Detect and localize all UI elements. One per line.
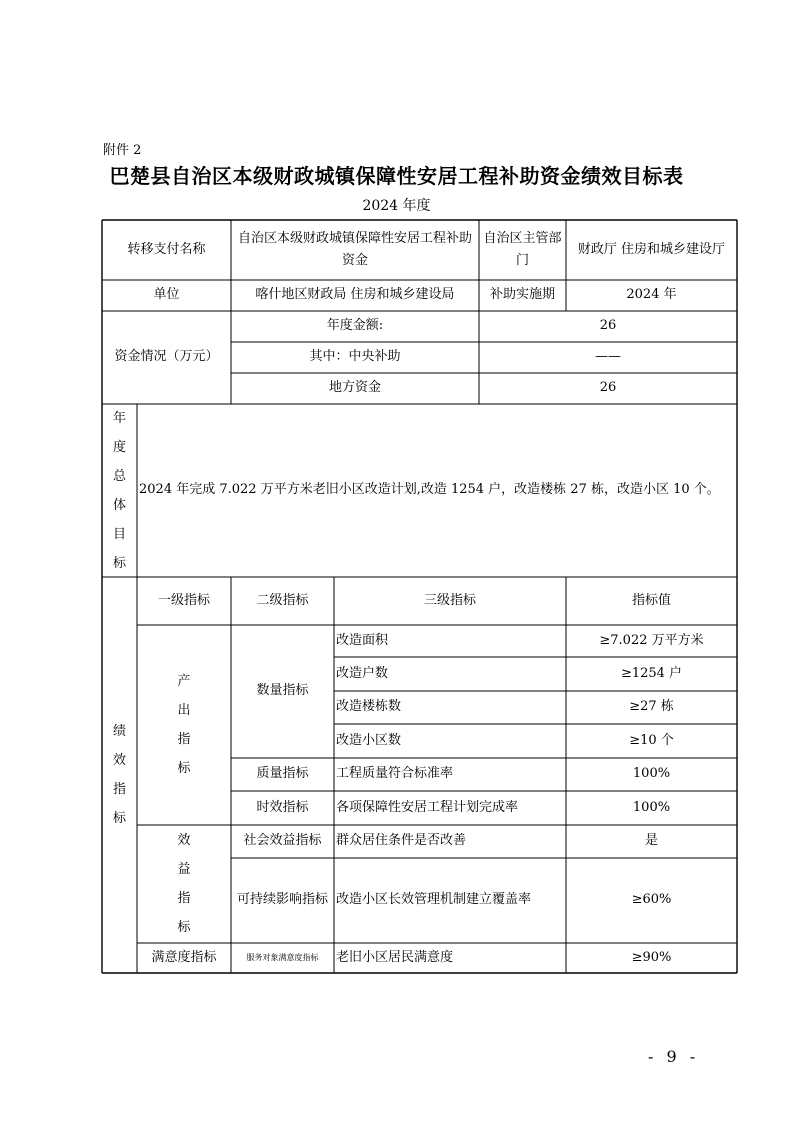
timeliness-indicator-label: 时效指标 xyxy=(256,799,309,815)
unit-label: 单位 xyxy=(153,287,180,303)
indicator-value: ≥90% xyxy=(631,949,672,965)
satisfaction-indicator-label: 满意度指标 xyxy=(151,949,217,965)
transfer-name-label: 转移支付名称 xyxy=(127,241,206,257)
local-funds-value: 26 xyxy=(599,380,617,396)
goal-label xyxy=(102,404,137,577)
page-title: 巴楚县自治区本级财政城镇保障性安居工程补助资金绩效目标表 xyxy=(109,164,684,188)
period-label: 补助实施期 xyxy=(489,287,555,303)
col-level1-header: 一级指标 xyxy=(157,592,210,608)
unit-value: 喀什地区财政局 住房和城乡建设局 xyxy=(255,287,455,303)
local-funds-label: 地方资金 xyxy=(328,380,381,396)
social-benefit-label: 社会效益指标 xyxy=(243,833,322,849)
indicator-value: ≥27 栋 xyxy=(629,699,674,715)
goal-text: 2024 年完成 7.022 万平方米老旧小区改造计划,改造 1254 户，改造楼栋 27 栋，改造小区 10 个。 xyxy=(139,482,720,498)
output-indicator-label xyxy=(137,625,231,825)
indicator-name: 老旧小区居民满意度 xyxy=(336,949,454,965)
perf-label-text: 绩效指标 xyxy=(112,724,126,826)
col-level3-header: 三级指标 xyxy=(423,592,476,608)
indicator-value: 100% xyxy=(632,766,671,782)
sustainability-label: 可持续影响指标 xyxy=(236,892,328,908)
indicator-name: 群众居住条件是否改善 xyxy=(336,833,467,849)
indicator-name: 改造小区长效管理机制建立覆盖率 xyxy=(336,892,532,908)
goal-label-text: 年度总体目标 xyxy=(112,410,126,571)
indicator-name: 工程质量符合标准率 xyxy=(336,766,454,782)
annual-amount-value: 26 xyxy=(599,318,617,334)
indicator-value: ≥7.022 万平方米 xyxy=(599,632,704,648)
year-subtitle: 2024 年度 xyxy=(362,198,431,214)
output-indicator-text: 产出指标 xyxy=(177,674,191,776)
benefit-indicator-label xyxy=(137,825,231,943)
page-number: - 9 - xyxy=(648,1047,700,1066)
indicator-value: 是 xyxy=(644,833,658,849)
indicator-value: 100% xyxy=(632,799,671,815)
indicator-name: 改造楼栋数 xyxy=(336,699,402,715)
department-value: 财政厅 住房和城乡建设厅 xyxy=(577,241,726,257)
quality-indicator-label: 质量指标 xyxy=(256,766,309,782)
indicator-value: ≥1254 户 xyxy=(620,665,683,681)
benefit-indicator-text: 效益指标 xyxy=(177,833,191,935)
department-label: 自治区主管部门 xyxy=(483,230,562,268)
indicator-name: 改造户数 xyxy=(336,665,389,681)
quantity-indicator-label: 数量指标 xyxy=(256,683,309,699)
indicator-name: 各项保障性安居工程计划完成率 xyxy=(336,799,519,815)
annex-label: 附件 2 xyxy=(103,143,142,158)
annual-amount-label: 年度金额: xyxy=(326,318,384,334)
service-satisfaction-label: 服务对象满意度指标 xyxy=(246,953,319,963)
indicator-value: ≥10 个 xyxy=(629,732,674,748)
indicator-name: 改造面积 xyxy=(336,632,389,648)
period-value: 2024 年 xyxy=(626,287,677,303)
central-subsidy-value: —— xyxy=(595,349,621,365)
indicator-value: ≥60% xyxy=(631,892,672,908)
perf-label xyxy=(102,577,137,973)
col-level2-header: 二级指标 xyxy=(256,592,309,608)
funds-label: 资金情况（万元） xyxy=(114,349,219,365)
central-subsidy-label: 其中：中央补助 xyxy=(309,349,401,365)
transfer-name-value: 自治区本级财政城镇保障性安居工程补助资金 xyxy=(237,230,472,268)
indicator-name: 改造小区数 xyxy=(336,732,402,748)
col-value-header: 指标值 xyxy=(631,592,671,608)
